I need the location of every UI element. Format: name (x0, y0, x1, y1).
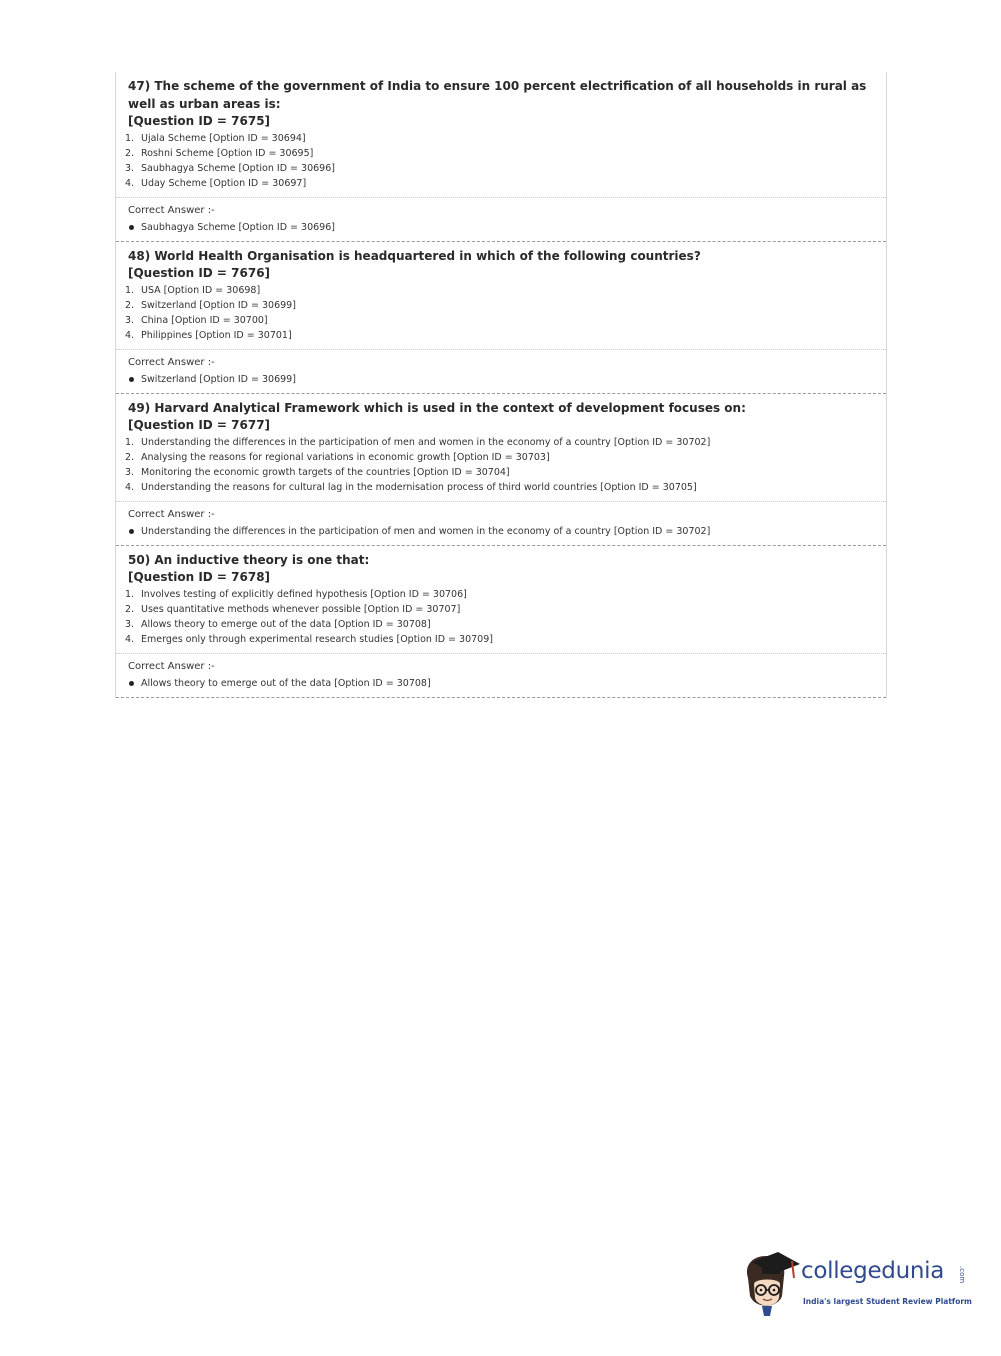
question-text: 50) An inductive theory is one that: (128, 553, 370, 567)
option-text: Roshni Scheme [Option ID = 30695] (141, 148, 314, 159)
question-block-49 (116, 394, 886, 546)
option-number: 4. (125, 634, 135, 645)
question-id: [Question ID = 7677] (128, 418, 271, 432)
option-item (125, 465, 874, 480)
bullet-icon (129, 529, 134, 534)
correct-answer-text: Saubhagya Scheme [Option ID = 30696] (141, 222, 335, 233)
option-text: China [Option ID = 30700] (141, 315, 268, 326)
option-item (125, 587, 874, 602)
option-number: 2. (125, 604, 135, 615)
question-sheet (115, 72, 887, 698)
question-text: 48) World Health Organisation is headquartered in which of the following countries? (128, 249, 701, 263)
brand-suffix: .com (958, 1266, 966, 1284)
option-number: 2. (125, 148, 135, 159)
option-item (125, 435, 874, 450)
question-part (116, 546, 886, 654)
option-item (125, 480, 874, 495)
option-text: Understanding the reasons for cultural lag in the modernisation process of third world countries [Option ID = 30705] (141, 482, 697, 493)
answer-part (116, 198, 886, 241)
option-item (125, 176, 874, 191)
answer-part (116, 502, 886, 545)
option-number: 1. (125, 133, 135, 144)
options-list (125, 131, 874, 191)
option-number: 2. (125, 452, 135, 463)
correct-answer-label: Correct Answer :- (128, 509, 215, 520)
option-text: Switzerland [Option ID = 30699] (141, 300, 296, 311)
question-id: [Question ID = 7678] (128, 570, 271, 584)
bullet-icon (129, 225, 134, 230)
option-number: 3. (125, 315, 135, 326)
question-text: 47) The scheme of the government of India to ensure 100 percent electrification of all households in rural as well as urban areas is: (128, 79, 867, 111)
correct-answer-text: Understanding the differences in the participation of men and women in the economy of a country [Option ID = 30702] (141, 526, 711, 537)
option-item (125, 632, 874, 647)
option-text: Understanding the differences in the participation of men and women in the economy of a country [Option ID = 30702] (141, 437, 711, 448)
option-number: 4. (125, 482, 135, 493)
option-number: 1. (125, 589, 135, 600)
correct-answer-label: Correct Answer :- (128, 661, 215, 672)
option-item (125, 146, 874, 161)
options-list (125, 283, 874, 343)
question-block-50 (116, 546, 886, 698)
option-number: 2. (125, 300, 135, 311)
option-text: Philippines [Option ID = 30701] (141, 330, 292, 341)
correct-answer (128, 371, 874, 389)
question-id: [Question ID = 7675] (128, 114, 271, 128)
option-number: 3. (125, 619, 135, 630)
option-item (125, 161, 874, 176)
option-text: Ujala Scheme [Option ID = 30694] (141, 133, 306, 144)
answer-part (116, 654, 886, 697)
brand-name: collegedunia (801, 1258, 945, 1284)
correct-answer-label: Correct Answer :- (128, 357, 215, 368)
collegedunia-logo (742, 1248, 972, 1320)
option-number: 4. (125, 330, 135, 341)
question-id: [Question ID = 7676] (128, 266, 271, 280)
question-text: 49) Harvard Analytical Framework which is used in the context of development focuses on: (128, 401, 746, 415)
brand-tagline: India's largest Student Review Platform (803, 1297, 972, 1306)
option-text: Analysing the reasons for regional variations in economic growth [Option ID = 30703] (141, 452, 550, 463)
option-text: Monitoring the economic growth targets of the countries [Option ID = 30704] (141, 467, 510, 478)
correct-answer-label: Correct Answer :- (128, 205, 215, 216)
option-text: Emerges only through experimental research studies [Option ID = 30709] (141, 634, 493, 645)
question-part (116, 394, 886, 502)
option-number: 1. (125, 285, 135, 296)
correct-answer (128, 675, 874, 693)
option-number: 4. (125, 178, 135, 189)
option-text: Uday Scheme [Option ID = 30697] (141, 178, 307, 189)
question-part (116, 242, 886, 350)
option-text: Saubhagya Scheme [Option ID = 30696] (141, 163, 335, 174)
option-item (125, 602, 874, 617)
option-item (125, 283, 874, 298)
option-item (125, 450, 874, 465)
bullet-icon (129, 681, 134, 686)
question-part (116, 72, 886, 198)
option-text: Uses quantitative methods whenever possible [Option ID = 30707] (141, 604, 461, 615)
question-block-47 (116, 72, 886, 242)
options-list (125, 587, 874, 647)
option-item (125, 131, 874, 146)
option-item (125, 328, 874, 343)
option-text: Involves testing of explicitly defined hypothesis [Option ID = 30706] (141, 589, 467, 600)
options-list (125, 435, 874, 495)
option-number: 3. (125, 467, 135, 478)
option-number: 3. (125, 163, 135, 174)
bullet-icon (129, 377, 134, 382)
option-number: 1. (125, 437, 135, 448)
question-block-48 (116, 242, 886, 394)
correct-answer (128, 219, 874, 237)
correct-answer-text: Allows theory to emerge out of the data [Option ID = 30708] (141, 678, 431, 689)
option-text: USA [Option ID = 30698] (141, 285, 261, 296)
option-text: Allows theory to emerge out of the data [Option ID = 30708] (141, 619, 431, 630)
mascot-graduation-cap-icon (742, 1248, 802, 1320)
option-item (125, 313, 874, 328)
option-item (125, 617, 874, 632)
correct-answer-text: Switzerland [Option ID = 30699] (141, 374, 296, 385)
option-item (125, 298, 874, 313)
correct-answer (128, 523, 874, 541)
answer-part (116, 350, 886, 393)
